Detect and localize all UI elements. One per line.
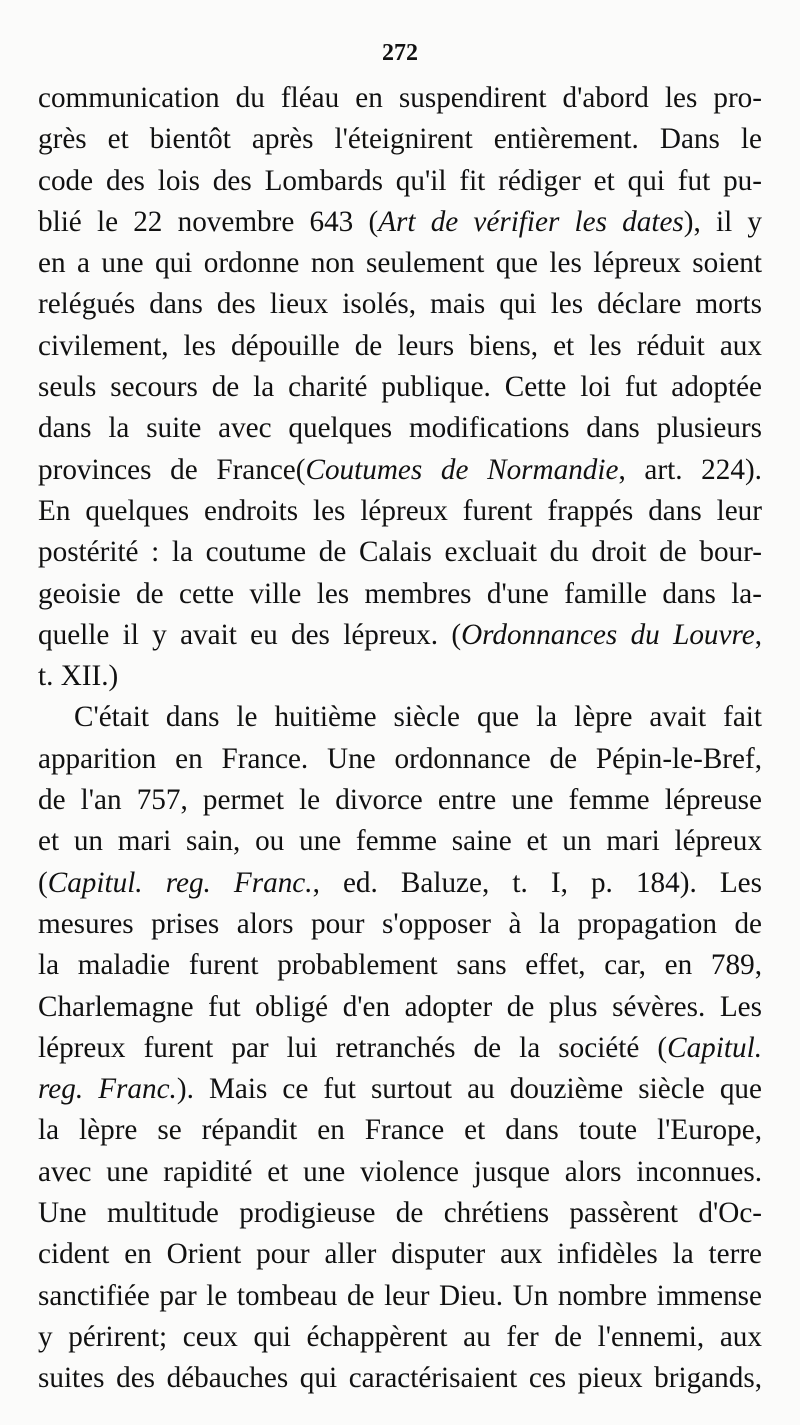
text-run: la lèpre se répandit en France et dans toute l'Europe, <box>38 1114 762 1147</box>
paragraph-1 <box>38 78 762 697</box>
text-run: C'était dans le huitième siècle que la lèpre avait fait <box>74 701 762 734</box>
text-run: la maladie furent probablement sans effet, car, en 789, <box>38 949 762 982</box>
text-run: sanctifiée par le tombeau de leur Dieu. Un nombre immense <box>38 1279 762 1312</box>
text-run: , <box>754 618 762 651</box>
text-run: t. XII.) <box>38 660 119 693</box>
text-run: seuls secours de la charité publique. Cette loi fut adoptée <box>38 371 762 404</box>
text-run: ). Mais ce fut surtout au douzième siècle que <box>176 1073 762 1106</box>
text-line <box>38 1110 762 1151</box>
text-line <box>38 863 762 904</box>
text-run: geoisie de cette ville les membres d'une famille dans la- <box>38 577 762 610</box>
text-run: avec une rapidité et une violence jusque alors inconnues. <box>38 1155 762 1188</box>
text-line <box>38 1069 762 1110</box>
text-line <box>38 739 762 780</box>
text-run: en a une qui ordonne non seulement que les lépreux soient <box>38 247 762 280</box>
text-line <box>38 697 762 738</box>
text-run: grès et bientôt après l'éteignirent entièrement. Dans le <box>38 123 762 156</box>
text-run: relégués dans des lieux isolés, mais qui les déclare morts <box>38 288 762 321</box>
text-run: blié le 22 novembre 643 ( <box>38 205 379 238</box>
body-text <box>38 78 762 1400</box>
text-line <box>38 780 762 821</box>
text-run: Charlemagne fut obligé d'en adopter de plus sévères. Les <box>38 990 762 1023</box>
text-run: provinces de France( <box>38 453 306 486</box>
italic-citation: Ordonnances du Louvre <box>461 618 755 651</box>
text-line <box>38 1152 762 1193</box>
text-line <box>38 202 762 243</box>
italic-citation: reg. Franc. <box>38 1073 177 1106</box>
italic-citation: Art de vérifier les dates <box>378 205 684 238</box>
text-line <box>38 78 762 119</box>
text-line <box>38 656 762 697</box>
text-line <box>38 367 762 408</box>
italic-citation: Capitul. reg. Franc. <box>47 866 313 899</box>
text-run: y périrent; ceux qui échappèrent au fer de l'ennemi, aux <box>38 1320 762 1353</box>
text-run: , art. 224). <box>618 453 762 486</box>
text-run: apparition en France. Une ordonnance de Pépin-le-Bref, <box>38 742 762 775</box>
text-run: quelle il y avait eu des lépreux. ( <box>38 618 462 651</box>
italic-citation: Coutumes de Normandie <box>305 453 619 486</box>
text-run: postérité : la coutume de Calais excluait du droit de bour- <box>38 536 762 569</box>
text-line <box>38 945 762 986</box>
text-line <box>38 243 762 284</box>
page-number: 272 <box>382 40 418 66</box>
text-line <box>38 615 762 656</box>
text-line <box>38 161 762 202</box>
text-line <box>38 1193 762 1234</box>
text-run: En quelques endroits les lépreux furent frappés dans leur <box>38 494 762 527</box>
text-line <box>38 491 762 532</box>
text-line <box>38 1317 762 1358</box>
text-line <box>38 1358 762 1399</box>
text-run: mesures prises alors pour s'opposer à la propagation de <box>38 907 762 940</box>
text-line <box>38 987 762 1028</box>
text-line <box>38 821 762 862</box>
text-run: cident en Orient pour aller disputer aux infidèles la terre <box>38 1238 762 1271</box>
text-line <box>38 904 762 945</box>
text-run: ), il y <box>683 205 762 238</box>
text-line <box>38 326 762 367</box>
text-run: de l'an 757, permet le divorce entre une femme lépreuse <box>38 784 762 817</box>
text-run: civilement, les dépouille de leurs biens, et les réduit aux <box>38 329 762 362</box>
paragraph-2 <box>38 697 762 1399</box>
text-run: suites des débauches qui caractérisaient ces pieux brigands, <box>38 1362 762 1395</box>
text-line <box>38 1028 762 1069</box>
text-run: lépreux furent par lui retranchés de la société ( <box>38 1031 668 1064</box>
text-line <box>38 119 762 160</box>
text-run: dans la suite avec quelques modifications dans plusieurs <box>38 412 762 445</box>
text-line <box>38 408 762 449</box>
text-line <box>38 1276 762 1317</box>
text-line <box>38 450 762 491</box>
text-run: et un mari sain, ou une femme saine et un mari lépreux <box>38 825 762 858</box>
text-run: communication du fléau en suspendirent d'abord les pro- <box>38 82 762 114</box>
text-line <box>38 532 762 573</box>
text-line <box>38 284 762 325</box>
text-run: code des lois des Lombards qu'il fit rédiger et qui fut pu- <box>38 164 762 197</box>
text-run: Une multitude prodigieuse de chrétiens passèrent d'Oc- <box>38 1197 762 1230</box>
text-run: ( <box>38 866 48 899</box>
text-line <box>38 1234 762 1275</box>
italic-citation: Capitul. <box>667 1031 762 1064</box>
text-run: , ed. Baluze, t. I, p. 184). Les <box>312 866 762 899</box>
text-line <box>38 574 762 615</box>
